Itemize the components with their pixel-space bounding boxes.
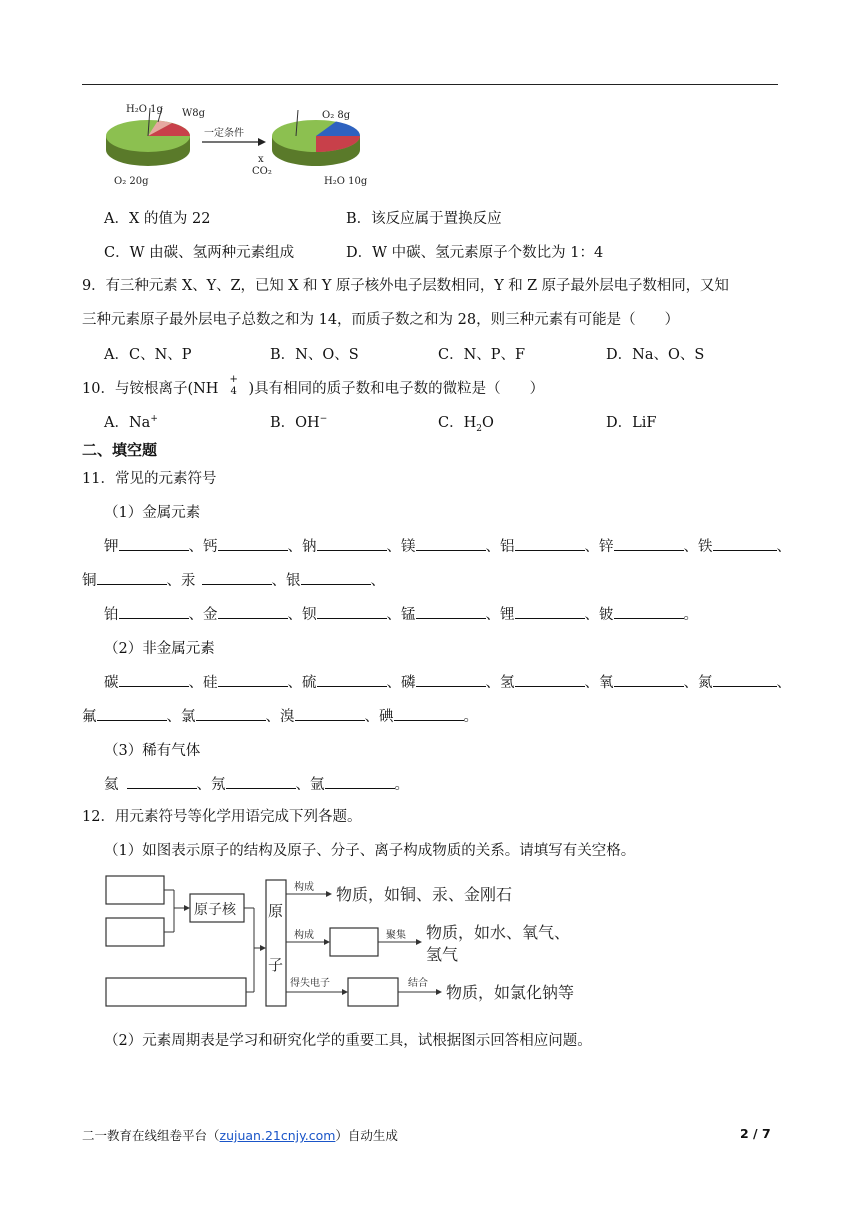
q11-part2-title: （2）非金属元素 bbox=[104, 641, 215, 657]
pie2-x-label: x bbox=[258, 154, 264, 165]
atom-label-2: 子 bbox=[268, 956, 284, 974]
matter-example-1: 物质，如铜、汞、金刚石 bbox=[336, 885, 513, 904]
q9-option-c: C．N、P、F bbox=[438, 347, 526, 363]
q10-stem-end: )具有相同的质子数和电子数的微粒是（ ） bbox=[248, 381, 545, 397]
q10-option-c: C．$H_2O$ bbox=[438, 415, 494, 434]
atom-label-1: 原 bbox=[268, 902, 284, 920]
metals-row1: 钾 、钙 、钠 、镁 、铝 、锌 、铁 、 bbox=[104, 535, 791, 556]
arrow1-label: 构成 bbox=[294, 882, 314, 893]
noble-gas-row: 氦 、氖 、氩 。 bbox=[104, 773, 409, 794]
atom-box bbox=[266, 880, 286, 1006]
q11-part3-title: （3）稀有气体 bbox=[104, 743, 201, 759]
pie-before bbox=[106, 108, 190, 166]
q9-stem-line1: 9．有三种元素 X、Y、Z，已知 X 和 Y 原子核外电子层数相同，Y 和 Z 原子最外层电子数相同，又知 bbox=[82, 278, 729, 294]
arrow3-label: 得失电子 bbox=[290, 978, 330, 989]
q9-option-d: D．Na、O、S bbox=[606, 347, 705, 363]
footer-source: 二一教育在线组卷平台（zujuan.21cnjy.com）自动生成 bbox=[82, 1128, 398, 1143]
q10-option-d: D．LiF bbox=[606, 415, 657, 431]
pie2-h2o-label: H₂O 10g bbox=[324, 176, 368, 187]
pie1-h2o-label: H₂O 1g bbox=[126, 104, 163, 115]
q9-stem-line2: 三种元素原子最外层电子总数之和为 14，而质子数之和为 28，则三种元素有可能是（ ） bbox=[82, 312, 680, 328]
header-rule bbox=[82, 84, 778, 85]
reaction-condition-label: 一定条件 bbox=[204, 128, 244, 139]
nonmetals-row2: 氟 、氯 、溴 、碘 。 bbox=[82, 705, 478, 726]
blank-box-3 bbox=[106, 978, 246, 1006]
arrow2-label: 构成 bbox=[294, 930, 314, 941]
q11-stem: 11．常见的元素符号 bbox=[82, 471, 217, 487]
nonmetals-row1: 碳 、硅 、硫 、磷 、氢 、氧 、氮 、 bbox=[104, 671, 791, 692]
nucleus-label: 原子核 bbox=[194, 902, 236, 918]
q8-option-b: B．该反应属于置换反应 bbox=[346, 211, 502, 227]
metals-row2: 铜 、汞 、银 、 bbox=[82, 569, 385, 590]
atom-structure-diagram bbox=[100, 868, 600, 1010]
q10-option-a: A．Na+ bbox=[104, 414, 158, 431]
pie1-o2-label: O₂ 20g bbox=[114, 176, 149, 187]
ion-subscript: 4 bbox=[230, 386, 237, 397]
q8-option-a: A．X 的值为 22 bbox=[104, 211, 211, 227]
q10-option-b: B．OH− bbox=[270, 414, 328, 431]
matter-example-3: 物质，如氯化钠等 bbox=[446, 983, 575, 1002]
footer-link[interactable]: zujuan.21cnjy.com bbox=[219, 1128, 336, 1143]
q10-stem-start: 10．与铵根离子(NH bbox=[82, 381, 219, 397]
pie1-w-label: W8g bbox=[182, 108, 206, 119]
q10-stem bbox=[82, 374, 545, 398]
q9-option-a: A．C、N、P bbox=[104, 347, 192, 363]
q8-option-d: D．W 中碳、氢元素原子个数比为 1：4 bbox=[346, 245, 604, 261]
matter-example-2a: 物质，如水、氧气、 bbox=[426, 923, 571, 942]
q12-part1: （1）如图表示原子的结构及原子、分子、离子构成物质的关系。请填写有关空格。 bbox=[104, 843, 636, 859]
molecule-blank-box bbox=[330, 928, 378, 956]
ion-blank-box bbox=[348, 978, 398, 1006]
arrow2b-label: 聚集 bbox=[386, 930, 406, 941]
reaction-pie-figure bbox=[100, 98, 380, 190]
blank-box-1 bbox=[106, 876, 164, 904]
q12-part2: （2）元素周期表是学习和研究化学的重要工具，试根据图示回答相应问题。 bbox=[104, 1033, 592, 1049]
q9-option-b: B．N、O、S bbox=[270, 347, 359, 363]
q11-part1-title: （1）金属元素 bbox=[104, 505, 201, 521]
q12-stem: 12．用元素符号等化学用语完成下列各题。 bbox=[82, 809, 362, 825]
section-title-fill-blank: 二、填空题 bbox=[82, 441, 158, 459]
q8-option-c: C．W 由碳、氢两种元素组成 bbox=[104, 245, 295, 261]
pie2-o2-label: O₂ 8g bbox=[322, 110, 351, 121]
blank-box-2 bbox=[106, 918, 164, 946]
arrow3b-label: 结合 bbox=[408, 978, 428, 989]
ion-charge: + bbox=[229, 374, 238, 385]
pie2-co2-label: CO₂ bbox=[252, 166, 272, 177]
page-number: 2 / 7 bbox=[740, 1126, 771, 1141]
metals-row3: 铂 、金 、钡 、锰 、锂 、铍 。 bbox=[104, 603, 698, 624]
ammonium-ion-notation bbox=[224, 374, 244, 398]
matter-example-2b: 氢气 bbox=[426, 945, 459, 964]
